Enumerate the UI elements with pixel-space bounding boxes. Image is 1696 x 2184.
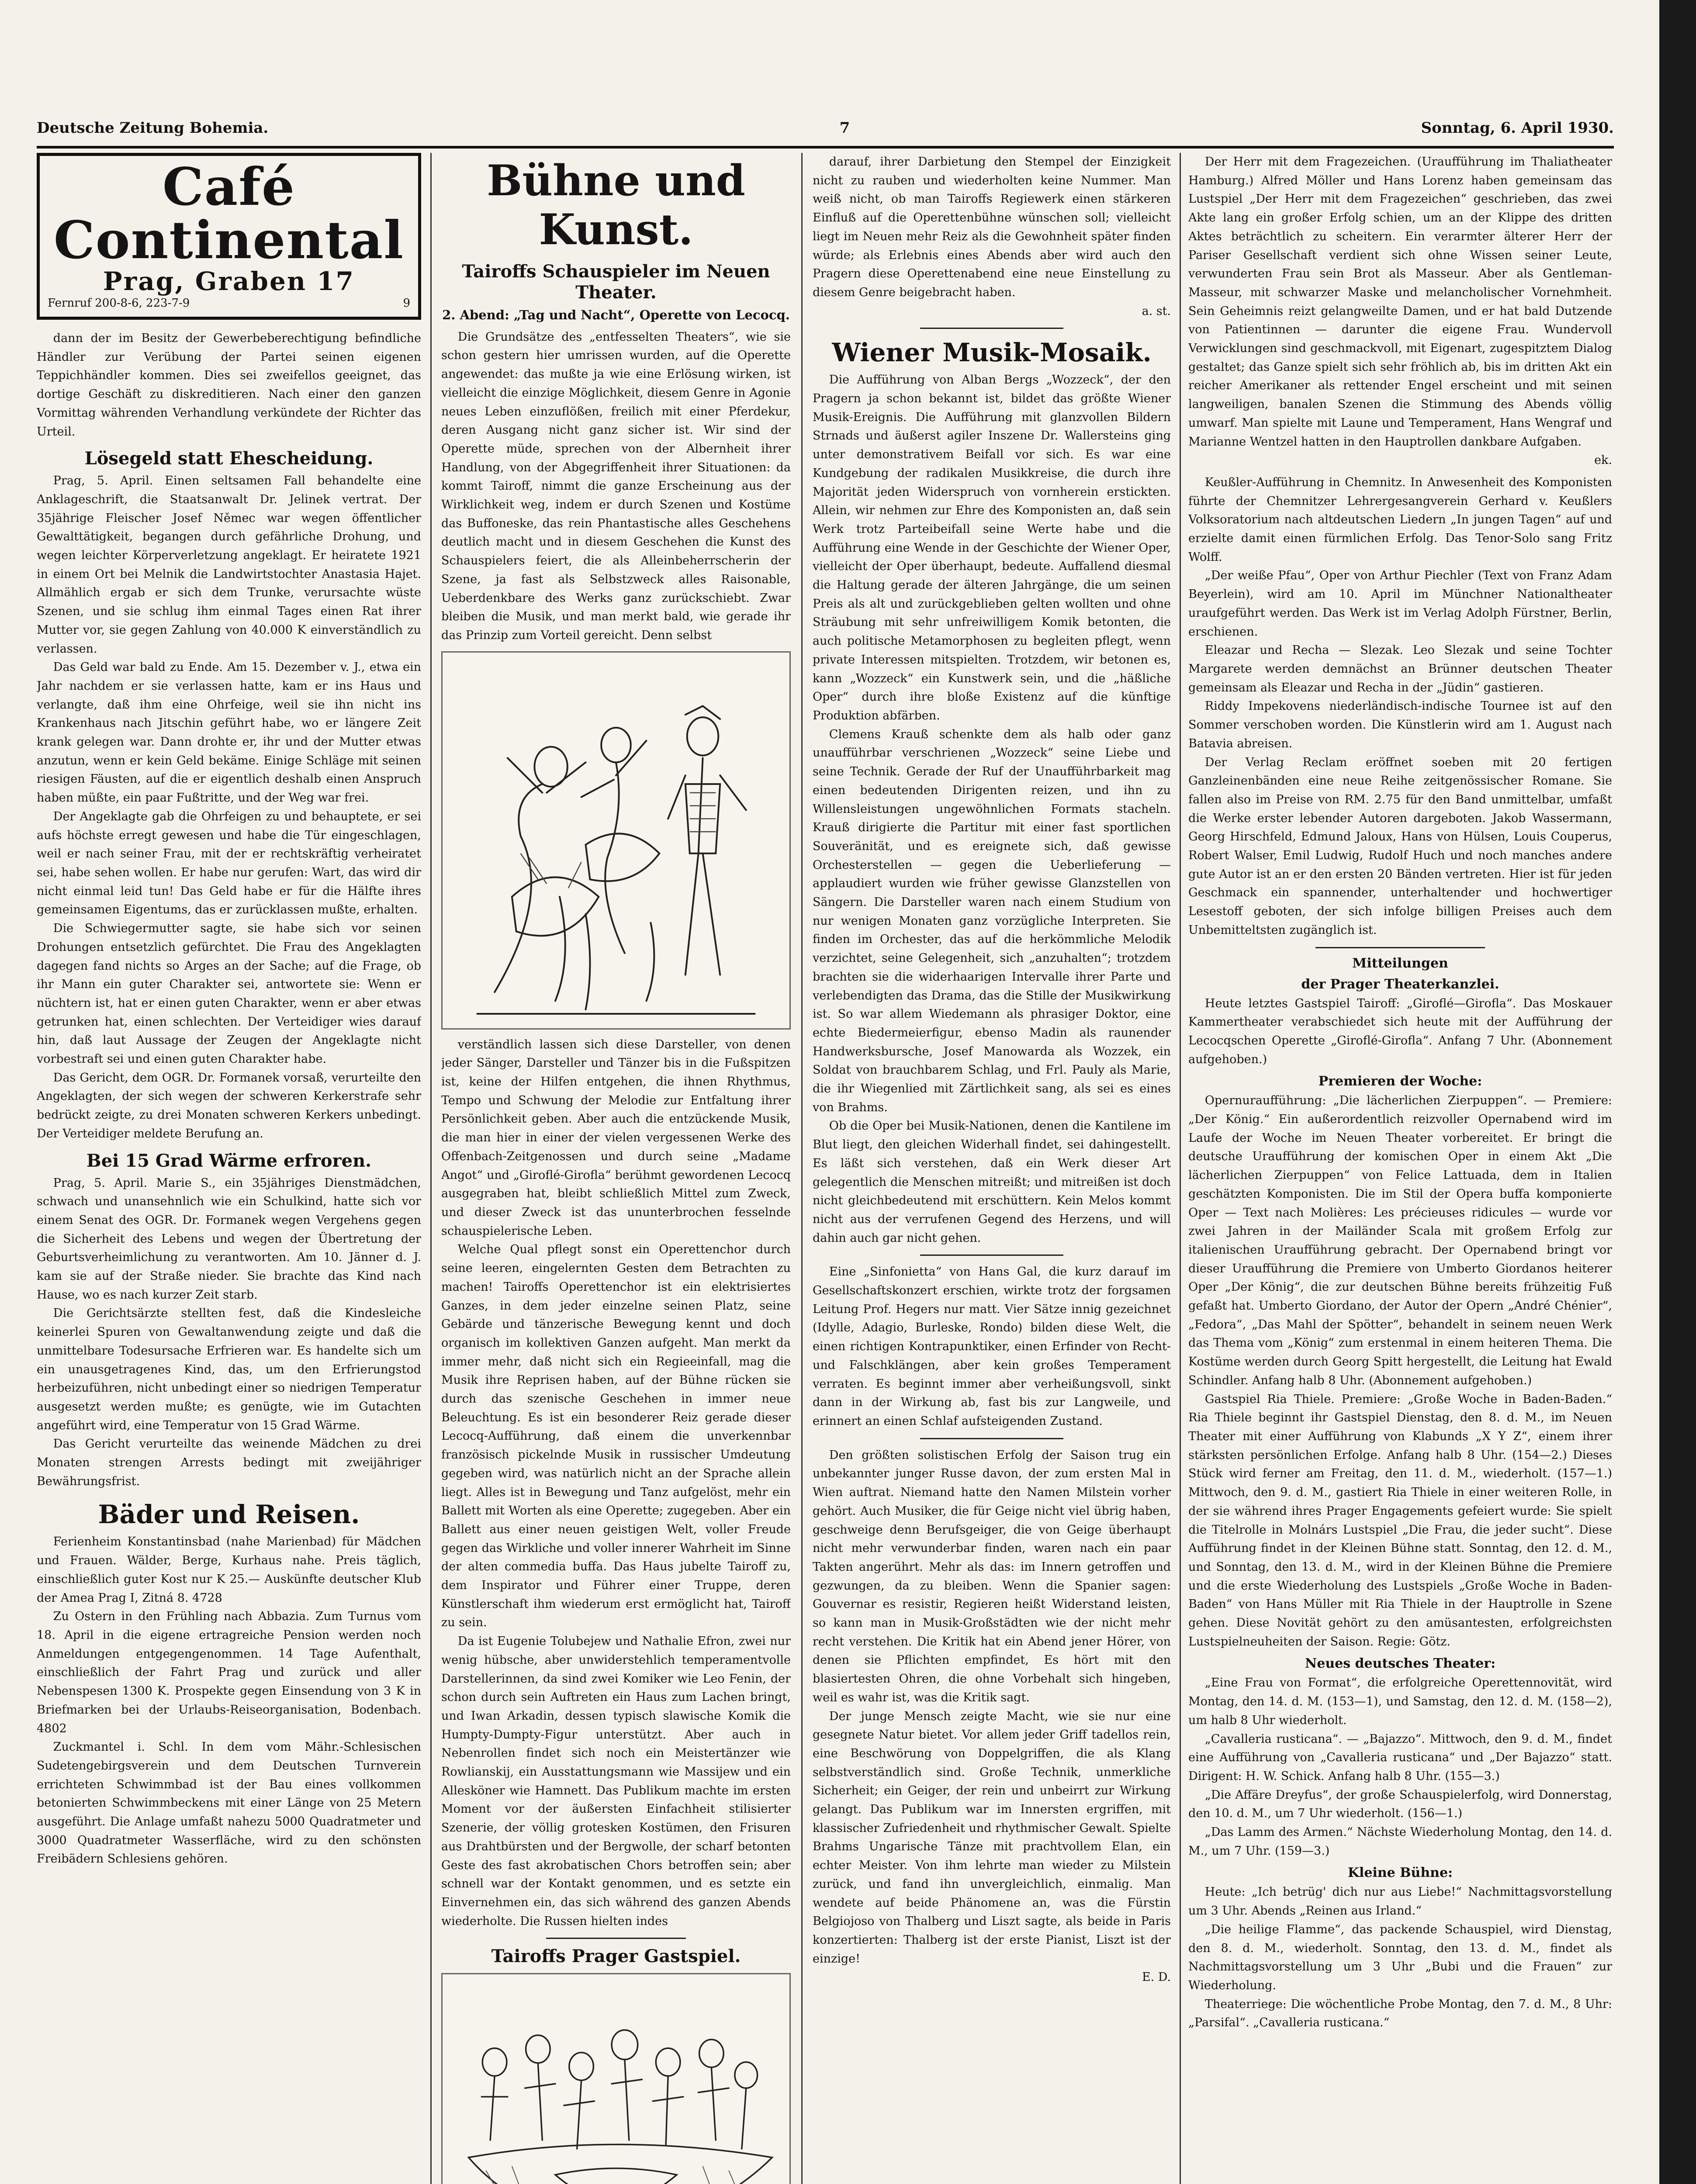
article-paragraph: Der Angeklagte gab die Ohrfeigen zu und behauptete, er sei aufs höchste erregt gewesen und habe die Tür eingeschlagen, weil er nach seiner Frau, mit der er rechtskräftig verheiratet sei, habe sehen wollen. Er habe nur gerufen: Wart, das wird dir nicht einmal leid tun! Das Geld habe er für die Hälfte ihres gemeinsamen Eigentums, das er zurücklassen mußte, erhalten.: [37, 809, 421, 917]
ad-number: 9: [403, 297, 410, 310]
news-item: Opernuraufführung: „Die lächerlichen Zierpuppen“. — Premiere: „Der König.“ Ein außerordentlich reizvoller Opernabend wird im Laufe der Woche im Neuen Theater vorbereitet. Er bringt die deutsche Uraufführung der komischen Oper in einem Akt „Die lächerlichen Zierpuppen“ von Felice Lattuada, dem in Italien geschätzten Komponisten. Die im Stil der Opera buffa komponierte Oper — Text nach Molières: Les précieuses ridicules — wurde vor zwei Jahren in der Mailänder Scala mit großem Erfolg zur italienischen Uraufführung gebracht. Der Opernabend bringt vor dieser Uraufführung die Premiere von Umberto Giordanos heiterer Oper „Der König“, die zur deutschen Bühne bereits frühzeitig Fuß gefaßt hat. Umberto Giordano, der Autor der Opern „André Chénier“, „Fedora“, „Das Mahl der Spötter“, behandelt in seinem neuen Werk das Thema vom „König“ zum erstenmal in einem heiteren Thema. Die Kostüme werden durch Georg Spitt hergestellt, die Leitung hat Ewald Schindler. Anfang halb 8 Uhr. (Abonnement aufgehoben.): [1188, 1094, 1612, 1387]
notice-paragraph: Zu Ostern in den Frühling nach Abbazia. Zum Turnus vom 18. April in die eigene ertragreiche Pension werden noch Anmeldungen entgegengenommen. 14 Tage Aufenthalt, einschließlich der Fahrt Prag und zurück und aller Nebenspesen 1300 K. Prospekte gegen Einsendung von 3 K in Briefmarken bei der Urlaubs-Reiseorganisation, Bodenbach. 4802: [37, 1610, 421, 1735]
article-paragraph: dann der im Besitz der Gewerbeberechtigung befindliche Händler zur Verübung der Partei seinen eigenen Teppichhändler kommen. Dies sei zweifellos geeignet, das dortige Geschäft zu diskreditieren. Nach einer den ganzen Vormittag währenden Verhandlung verkündete der Richter das Urteil.: [37, 332, 421, 439]
article-paragraph: verständlich lassen sich diese Darsteller, von denen jeder Sänger, Darsteller und Tänzer bis in die Fußspitzen ist, keine der Hilfen entgehen, die ihnen Rhythmus, Tempo und Schwung der Melodie zur Entfaltung ihrer Persönlichkeit geben. Aber auch die entzückende Musik, die man hier in einer der vielen vergessenen Werke des Offenbach-Zeitgenossen und durch seine „Madame Angot“ und „Giroflé-Girofla“ berühmt gewordenen Lecocq ausgegraben hat, bleibt schließlich Mittel zum Zweck, und dieser Zweck ist das ununterbrochen fesselnde schauspielerische Leben.: [441, 1037, 791, 1238]
divider: [920, 328, 1063, 329]
news-item: „Eine Frau von Format“, die erfolgreiche Operettennovität, wird Montag, den 14. d. M. (153—1), und Samstag, den 12. d. M. (158—2), um halb 8 Uhr wiederholt.: [1188, 1676, 1612, 1727]
article-paragraph: Das Geld war bald zu Ende. Am 15. Dezember v. J., etwa ein Jahr nachdem er sie verlassen hatte, kam er ins Haus und verlangte, daß ihm eine Ohrfeige, weil sie ihn nicht ins Krankenhaus nach Jitschin geführt habe, wo er längere Zeit krank gelegen war. Dann drohte er, ihr und der Mutter etwas anzutun, wenn er kein Geld bekäme. Einige Schläge mit seinen riesigen Fäusten, auf die er eigentlich deshalb einen Anspruch haben müßte, ein paar Fußtritte, und der Weg war frei.: [37, 660, 421, 805]
page-number: 7: [839, 119, 850, 137]
author-byline: a. st.: [1142, 304, 1171, 318]
ad-title: Café Continental: [53, 156, 405, 270]
article-paragraph: Das Gericht, dem OGR. Dr. Formanek vorsaß, verurteilte den Angeklagten, der sich wegen der schweren Kerkerstrafe sehr bedrückt zeigte, zu drei Monaten schweren Kerkers unbedingt. Der Verteidiger meldete Berufung an.: [37, 1071, 421, 1140]
column-rule: [430, 153, 432, 2184]
cafe-advertisement: [37, 153, 421, 320]
article-paragraph: Da ist Eugenie Tolubejew und Nathalie Efron, zwei nur wenig hübsche, aber unwiderstehlich temperamentvolle Darstellerinnen, da sind zwei Komiker wie Leo Fenin, der schon durch sein Auftreten ein Haus zum Lachen bringt, und Iwan Arkadin, dessen typisch slawische Komik die Humpty-Dumpty-Figur unterstützt. Aber auch in Nebenrollen findet sich noch ein Meistertänzer wie Rowlianskij, ein Ausstattungsmann wie Massijew und ein Allesköner wie Hamnett. Das Publikum machte im ersten Moment vor der äußersten Einfachheit stilisierter Szenerie, der völlig grotesken Kostümen, den Frisuren aus Drahtbürsten und der Bergwolle, der scharf betonten Geste des fast akrobatischen Chors betroffen sein; aber schnell war der Kontakt genommen, und es setzte ein Einvernehmen ein, das sich während des ganzen Abends wiederholte. Die Russen hielten indes: [441, 1635, 791, 1928]
article-paragraph: darauf, ihrer Darbietung den Stempel der Einzigkeit nicht zu rauben und wiederholten keine Nummer. Man weiß nicht, ob man Tairoffs Regiewerk einen stärkeren Einfluß auf die Operettenbühne wünschen soll; vielleicht liegt im Neuen mehr Reiz als die Gewohnheit später finden würde; als Erlebnis eines Abends aber wird auch den Pragern diese Operettenabend eine neue Einstellung zu diesem Genre beigebracht haben.: [813, 155, 1171, 299]
page-header: [37, 113, 1614, 143]
dance-illustration: [441, 651, 791, 1030]
divider: [920, 1254, 1063, 1256]
subheadline-abend: 2. Abend: „Tag und Nacht“, Operette von Lecocq.: [442, 308, 790, 322]
news-item: Eleazar und Recha — Slezak. Leo Slezak und seine Tochter Margarete werden demnächst an Brünner deutschen Theater gemeinsam als Eleazar und Recha in der „Jüdin“ gastieren.: [1188, 643, 1612, 695]
gastspiel-illustration: [441, 1973, 791, 2184]
notice-paragraph: Ferienheim Konstantinsbad (nahe Marienbad) für Mädchen und Frauen. Wälder, Berge, Kurhaus nahe. Preis täglich, einschließlich guter Kost nur K 25.— Auskünfte deutscher Klub der Amea Prag I, Zitná 8. 4728: [37, 1535, 421, 1605]
headline-mitteilungen: Mitteilungen: [1352, 955, 1448, 971]
headline-gastspiel: Tairoffs Prager Gastspiel.: [491, 1946, 741, 1967]
headline-premieren: Premieren der Woche:: [1318, 1074, 1482, 1089]
article-paragraph: Clemens Krauß schenkte dem als halb oder ganz unaufführbar verschrienen „Wozzeck“ seine Liebe und seine Technik. Gerade der Ruf der Unaufführbarkeit mag einen bedeutenden Dirigenten reizen, und ihn zu Willensleistungen ungewöhnlichen Formats stacheln. Krauß dirigierte die Partitur mit einer fast sportlichen Souveränität, und es ereignete sich, daß gewisse Orchesterstellen — gegen die Ueberlieferung — applaudiert wurden wie früher gewisse Glanzstellen von Sängern. Die Darsteller waren nach einem Studium von nur wenigen Monaten ganz vorzügliche Interpreten. Sie finden im Orchester, das auf die herkömmliche Melodik verzichtet, seine Gelegenheit, sich „anzuhalten“; trotzdem brachten sie die widerhaarigen Intervalle ihrer Parte und verlebendigten das Drama, das die Stille der Musikwirkung ist. So war allem Wiedemann als phrasiger Doktor, eine echte Biedermeierfigur, ebenso Madin als raunender Handwerksbursche, Josef Manowarda als Wozzek, ein Soldat von brauchbarem Schlag, und Frl. Pauly als Marie, die ihr Wiegenlied mit Zärtlichkeit sang, als sei es eines von Brahms.: [813, 727, 1171, 1114]
scan-binding-edge: [1659, 0, 1696, 2184]
ad-phone: [48, 296, 410, 311]
column-3: [813, 153, 1171, 2184]
dancers-sketch: [443, 653, 789, 1028]
headline-erfroren: Bei 15 Grad Wärme erfroren.: [86, 1150, 372, 1171]
headline-tairoff: Tairoffs Schauspieler im Neuen Theater.: [462, 261, 770, 303]
news-item: Gastspiel Ria Thiele. Premiere: „Große Woche in Baden-Baden.“ Ria Thiele beginnt ihr Gastspiel Dienstag, den 8. d. M., im Neuen Theater mit einer Aufführung von Klabunds „X Y Z“, einem ihrer stärksten persönlichen Erfolge. Anfang halb 8 Uhr. (154—2.) Dieses Stück wird ferner am Freitag, den 11. d. M., wiederholt. (157—1.) Mittwoch, den 9. d. M., gastiert Ria Thiele in einer weiteren Rolle, in der sie während ihres Prager Engagements gefeiert wurde: Sie spielt die Titelrolle in Molnárs Lustspiel „Die Frau, die jeder sucht“. Diese Aufführung findet in der Kleinen Bühne statt. Sonntag, den 12. d. M., und Sonntag, den 13. d. M., wird in der Kleinen Bühne die Premiere und die erste Wiederholung des Lustspiels „Große Woche in Baden-Baden“ von Hans Müller mit Ria Thiele in der Hauptrolle in Szene gehen. Diese Novität gehört zu den amüsantesten, erfolgreichsten Lustspielneuheiten der Saison. Regie: Götz.: [1188, 1392, 1612, 1648]
news-item: Keußler-Aufführung in Chemnitz. In Anwesenheit des Komponisten führte der Chemnitzer Lehrergesangverein Gerhard v. Keußlers Volksoratorium nach altdeutschen Liedern „In jungen Tagen“ auf und erzielte damit einen fürmlichen Erfolg. Das Tenor-Solo sang Fritz Wolff.: [1188, 475, 1612, 564]
news-item: „Die Affäre Dreyfus“, der große Schauspielerfolg, wird Donnerstag, den 10. d. M., um 7 Uhr wiederholt. (156—1.): [1188, 1788, 1612, 1821]
article-paragraph: Das Gericht verurteilte das weinende Mädchen zu drei Monaten strengen Arrests bedingt mit zweijähriger Bewährungsfrist.: [37, 1437, 421, 1488]
article-paragraph: Prag, 5. April. Marie S., ein 35jähriges Dienstmädchen, schwach und unansehnlich wie ein Schulkind, hatte sich vor einem Senat des OGR. Dr. Formanek wegen Vergehens gegen die Sicherheit des Lebens und wegen der Übertretung der Geburtsverheimlichung zu verantworten. Am 10. Jänner d. J. kam sie auf der Straße nieder. Sie brachte das Kind nach Hause, wo es nach kurzer Zeit starb.: [37, 1176, 421, 1302]
issue-date: Sonntag, 6. April 1930.: [1421, 119, 1614, 137]
news-item: „Cavalleria rusticana“. — „Bajazzo“. Mittwoch, den 9. d. M., findet eine Aufführung von „Cavalleria rusticana“ und „Der Bajazzo“ statt. Dirigent: H. W. Schick. Anfang halb 8 Uhr. (155—3.): [1188, 1732, 1612, 1783]
news-item: Der Verlag Reclam eröffnet soeben mit 20 fertigen Ganzleinenbänden eine neue Reihe zeitgenössischer Romane. Sie fallen also im Preise von RM. 2.75 für den Band unmittelbar, umfaßt die Werke erster lebender Autoren dargeboten. Jakob Wassermann, Georg Hirschfeld, Edmund Jaloux, Hans von Hülsen, Louis Couperus, Robert Walser, Emil Ludwig, Rudolf Huch und noch manches andere gute Autor ist an er den ersten 20 Bänden vertreten. Hier ist für jeden Geschmack ein spannender, unterhaltender und hochwertiger Lesestoff geboten, der sich infolge billigen Preises auch dem Unbemitteltsten zugänglich ist.: [1188, 755, 1612, 937]
news-item: „Der weiße Pfau“, Oper von Arthur Piechler (Text von Franz Adam Beyerlein), wird am 10. April im Münchner Nationaltheater uraufgeführt werden. Das Werk ist im Verlag Adolph Fürstner, Berlin, erschienen.: [1188, 569, 1612, 639]
article-paragraph: Den größten solistischen Erfolg der Saison trug ein unbekannter junger Russe davon, der zum ersten Mal in Wien auftrat. Niemand hatte den Namen Milstein vorher gehört. Auch Musiker, die für Geige nicht viel übrig haben, geschweige denn Berufsgeiger, die von Geige überhaupt nicht mehr verwunderbar finden, waren nach ein paar Takten angerührt. Mehr als das: im Innern getroffen und gezwungen, da zu bleiben. Wenn die Spanier sagen: Gouvernar es resistir, Regieren heißt Widerstand leisten, so kann man in Musik-Großstädten wie der nicht mehr recht verstehen. Die Kritik hat ein Abend jener Hörer, von denen sie Pflichten empfindet, Es hört mit den blasiertesten Ohren, die ohne Vorbehalt sich hingeben, weil es wahr ist, was die Kritik sagt.: [813, 1448, 1171, 1704]
crowd-sketch: [443, 1974, 789, 2184]
author-byline: ek.: [1594, 453, 1612, 467]
news-item: Heute letztes Gastspiel Tairoff: „Giroflé—Girofla“. Das Moskauer Kammertheater verabschiedet sich heute mit der Aufführung der Lecocqschen Operette „Giroflé-Girofla“. Anfang 7 Uhr. (Abonnement aufgehoben.): [1188, 996, 1612, 1066]
article-paragraph: Der junge Mensch zeigte Macht, wie sie nur eine gesegnete Natur bietet. Vor allem jeder Griff tadellos rein, eine Beschwörung von Doppelgriffen, die als Klang selbstverständlich sind. Große Technik, unmerkliche Sicherheit; ein Geiger, der rein und unbeirrt zur Wirkung gelangt. Das Publikum war im Innersten ergriffen, mit klassischer Zufriedenheit und rhythmischer Gewalt. Spielte Brahms Ungarische Tänze mit prachtvollem Elan, ein echter Meister. Von ihm lehrte man wieder zu Milstein zurück, und fand ihn unvergleichlich, einmalig. Man wendete auf beide Phänomene an, was die Fürstin Belgiojoso von Thalberg und Liszt sagte, als beide in Paris konzertierten: Thalberg ist der erste Pianist, Liszt ist der einzige!: [813, 1709, 1171, 1966]
headline-musik-mosaik: Wiener Musik-Mosaik.: [832, 338, 1152, 368]
article-paragraph: Prag, 5. April. Einen seltsamen Fall behandelte eine Anklageschrift, die Staatsanwalt Dr. Jelinek vertrat. Der 35jährige Fleischer Josef Němec war wegen öffentlicher Gewalttätigkeit, begangen durch gefährliche Drohung, und wegen leichter Körperverletzung angeklagt. Er heiratete 1921 in einem Ort bei Melnik die Landwirtstochter Anastasia Hajet. Allmählich ergab er sich dem Trunke, verursachte wüste Szenen, und sie schlug ihm einmal Tages einen Rat ihrer Mutter vor, sie gegen Zahlung von 40.000 K einverständlich zu verlassen.: [37, 474, 421, 656]
article-paragraph: Die Schwiegermutter sagte, sie habe sich vor seinen Drohungen entsetzlich gefürchtet. Die Frau des Angeklagten dagegen fand nichts so Arges an der Sache; auf die Frage, ob ihr Mann ein guter Charakter sei, antwortete sie: Wenn er nüchtern ist, hat er einen guten Charakter, wenn er aber etwas getrunken hat, einen schlechten. Der Verteidiger wies darauf hin, daß laut Aussage der Zeugen der Angeklagte nicht vorbestraft sei und einen guten Charakter habe.: [37, 922, 421, 1066]
headline-theaterkanzlei: der Prager Theaterkanzlei.: [1301, 976, 1499, 992]
article-paragraph: Die Gerichtsärzte stellten fest, daß die Kindesleiche keinerlei Spuren von Gewaltanwendung zeigte und daß die unmittelbare Todesursache Erfrieren war. Es handelte sich um ein unausgetragenes Kind, das, um den Erfrierungstod herbeizuführen, nicht unbedingt einer so niedrigen Temperatur ausgesetzt werden mußte; es genügte, wie im Gutachten angeführt wird, eine Temperatur von 15 Grad Wärme.: [37, 1306, 421, 1432]
article-paragraph: Welche Qual pflegt sonst ein Operettenchor durch seine leeren, eingelernten Gesten dem Betrachten zu machen! Tairoffs Operettenchor ist ein elektrisiertes Ganzes, in dem jeder einzelne seinen Platz, seine Gebärde und tänzerische Bewegung kennt und doch organisch im kollektiven Ganzen aufgeht. Man merkt da immer mehr, daß nicht sich ein Regieeinfall, mag die Musik ihre Reprisen haben, auf der Bühne rücken sie durch das szenische Geschehen in immer neue Beleuchtung. Es ist ein besonderer Reiz gerade dieser Lecocq-Aufführung, daß einem die unverkennbar französisch pickelnde Musik in russischer Umdeutung gegeben wird, was natürlich nicht an der Sprache allein liegt. Alles ist in Bewegung und Tanz aufgelöst, mehr ein Ballett mit Worten als eine Operette; zugegeben. Aber ein Ballett aus einer neuen geistigen Welt, voller Freude gegen das Wirkliche und voller innerer Wahrheit im Sinne der alten commedia buffa. Das Haus jubelte Tairoff zu, dem Inspirator und Führer einer Truppe, deren Künstlerschaft ihm wiederum erst ermöglicht hat, Tairoff zu sein.: [441, 1243, 791, 1630]
divider: [1315, 947, 1485, 948]
headline-loesegeld: Lösegeld statt Ehescheidung.: [84, 448, 374, 469]
notice-paragraph: Zuckmantel i. Schl. In dem vom Mähr.-Schlesischen Sudetengebirgsverein und dem Deutschen Turnverein errichteten Schwimmbad ist der Bau eines vollkommen betonierten Schwimmbeckens mit einer Länge von 25 Metern ausgeführt. Die Anlage umfaßt nahezu 5000 Quadratmeter und 3000 Quadratmeter Wasserfläche, wird zu den schönsten Freibädern Schlesiens gehören.: [37, 1740, 421, 1866]
headline-neues-theater: Neues deutsches Theater:: [1305, 1656, 1496, 1672]
column-4: [1188, 153, 1612, 2184]
article-paragraph: Ob die Oper bei Musik-Nationen, denen die Kantilene im Blut liegt, den gleichen Widerhall findet, sei dahingestellt. Es läßt sich verstehen, daß ein Werk dieser Art gelegentlich die Menschen mitreißt; und mitreißen ist doch nicht gleichbedeutend mit erschüttern. Kein Melos kommt nicht aus der verrufenen Gegend des Herzens, und will dahin auch gar nicht gehen.: [813, 1119, 1171, 1245]
news-item: „Die heilige Flamme“, das packende Schauspiel, wird Dienstag, den 8. d. M., wiederholt. Sonntag, den 13. d. M., findet als Nachmittagsvorstellung um 3 Uhr „Bubi und die Frauen“ zur Wiederholung.: [1188, 1922, 1612, 1992]
news-item: Der Herr mit dem Fragezeichen. (Uraufführung im Thaliatheater Hamburg.) Alfred Möller und Hans Lorenz haben gemeinsam das Lustspiel „Der Herr mit dem Fragezeichen“ geschrieben, das zwei Akte lang ein großer Erfolg schien, um an der Klippe des dritten Aktes beträchtlich zu scheitern. Ein verarmter älterer Herr der Pariser Gesellschaft verdient sich ohne Wissen seiner Leute, verwunderten Frau sein Brot als Masseur. Aber als Gentleman-Masseur, mit schwarzer Maske und melancholischer Vornehmheit. Sein Geheimnis reizt gelangweilte Damen, und er hat bald Dutzende von Patientinnen — darunter die eigene Frau. Wundervoll Verwicklungen sind geschmackvoll, mit Eigenart, zugespitztem Dialog gestaltet; das Ganze spielt sich sehr fröhlich ab, bis im dritten Akt ein reicher Amerikaner als rettender Engel erscheint und mit seinen langweiligen, banalen Szenen die Stimmung des Abends völlig umwarf. Man spielte mit Laune und Temperament, Hans Wengraf und Marianne Wentzel hatten in den Hauptrollen dankbare Aufgaben.: [1188, 155, 1612, 449]
headline-kleine-buehne: Kleine Bühne:: [1347, 1865, 1453, 1881]
column-rule: [1180, 153, 1181, 2184]
section-title-buehne: Bühne und Kunst.: [487, 156, 745, 254]
divider: [920, 1438, 1063, 1439]
masthead-name: Deutsche Zeitung Bohemia.: [37, 119, 269, 137]
column-2: [441, 153, 791, 2184]
news-item: Theaterriege: Die wöchentliche Probe Montag, den 7. d. M., 8 Uhr: „Parsifal“. „Cavalleria rusticana.“: [1188, 1997, 1612, 2030]
header-rule: [37, 146, 1614, 149]
news-item: Heute: „Ich betrüg' dich nur aus Liebe!“ Nachmittagsvorstellung um 3 Uhr. Abends „Reinen aus Irland.“: [1188, 1885, 1612, 1918]
divider: [546, 1938, 686, 1939]
headline-baeder: Bäder und Reisen.: [98, 1500, 360, 1530]
author-byline: E. D.: [1142, 1970, 1171, 1984]
ad-address: Prag, Graben 17: [103, 266, 355, 296]
column-1: [37, 153, 421, 2184]
article-paragraph: Die Grundsätze des „entfesselten Theaters“, wie sie schon gestern hier umrissen wurden, auf die Operette angewendet: das mußte ja wie eine Erlösung wirken, ist vielleicht die einzige Möglichkeit, diesem Genre in Agonie neues Leben einzuflößen, freilich mit einer Pferdekur, deren Ausgang nicht ganz sicher ist. Wir sind der Operette müde, sprechen von der Albernheit ihrer Handlung, von der Abgegriffenheit ihrer Situationen: da kommt Tairoff, nimmt die ganze Erscheinung aus der Wirklichkeit weg, indem er durch Szenen und Kostüme das Buffoneske, das rein Phantastische alles Geschehens deutlich macht und in diesem Geschehen die Kunst des Schauspielers feiert, die als Alleinbeherrscherin der Szene, ja fast als Selbstzweck alles Raisonable, Ueberdenkbare des Werks ganz zurückschiebt. Zwar bleiben die Musik, und man merkt bald, wie gerade ihr das Prinzip zum Vorteil gereicht. Denn selbst: [441, 330, 791, 642]
ad-phone-text: Fernruf 200-8-6, 223-7-9: [48, 297, 190, 310]
article-paragraph: Eine „Sinfonietta“ von Hans Gal, die kurz darauf im Gesellschaftskonzert erschien, wirkte trotz der forgsamen Leitung Prof. Hegers nur matt. Vier Sätze innig gezeichnet (Idylle, Adagio, Burleske, Rondo) bilden diese Welt, die einen richtigen Kontrapunktiker, einen Erfinder von Recht- und Falschklängen, aber kein großes Temperament verraten. Es beginnt immer aber verheißungsvoll, sinkt dann in der Wirkung ab, fast bis zur Langweile, und erinnert an einen Schlaf aufsteigenden Zustand.: [813, 1265, 1171, 1428]
column-rule: [801, 153, 803, 2184]
news-item: Riddy Impekovens niederländisch-indische Tournee ist auf den Sommer verschoben worden. Die Künstlerin wird am 1. August nach Batavia abreisen.: [1188, 699, 1612, 750]
article-paragraph: Die Aufführung von Alban Bergs „Wozzeck“, der den Pragern ja schon bekannt ist, bildet das größte Wiener Musik-Ereignis. Die Aufführung mit glanzvollen Bildern Strnads und äußerst agiler Inszene Dr. Wallersteins ging unter demonstrativem Beifall vor sich. Es war eine Kundgebung der radikalen Musikkreise, die durch ihre Majorität jeden Widerspruch von vornherein erstickten. Allein, wir nehmen zur Ehre des Komponisten an, daß sein Werk trotz Parteibeifall seine Werte habe und die Aufführung eine Wende in der Geschichte der Wiener Oper, vielleicht der Oper überhaupt, bedeute. Auffallend diesmal die Haltung gerade der älteren Jahrgänge, die um seinen Preis als alt und zurückgeblieben gelten wollten und ohne Sträubung mit sehr unfreiwilligem Komik betonten, die auch politische Metamorphosen zu begleiten pflegt, wenn private Interessen mitspielten. Trotzdem, wir betonen es, kann „Wozzeck“ ein Kunstwerk sein, und die „häßliche Oper“ durch ihre bloße Existenz auf die künftige Produktion abfärben.: [813, 373, 1171, 722]
news-item: „Das Lamm des Armen.“ Nächste Wiederholung Montag, den 14. d. M., um 7 Uhr. (159—3.): [1188, 1825, 1612, 1858]
